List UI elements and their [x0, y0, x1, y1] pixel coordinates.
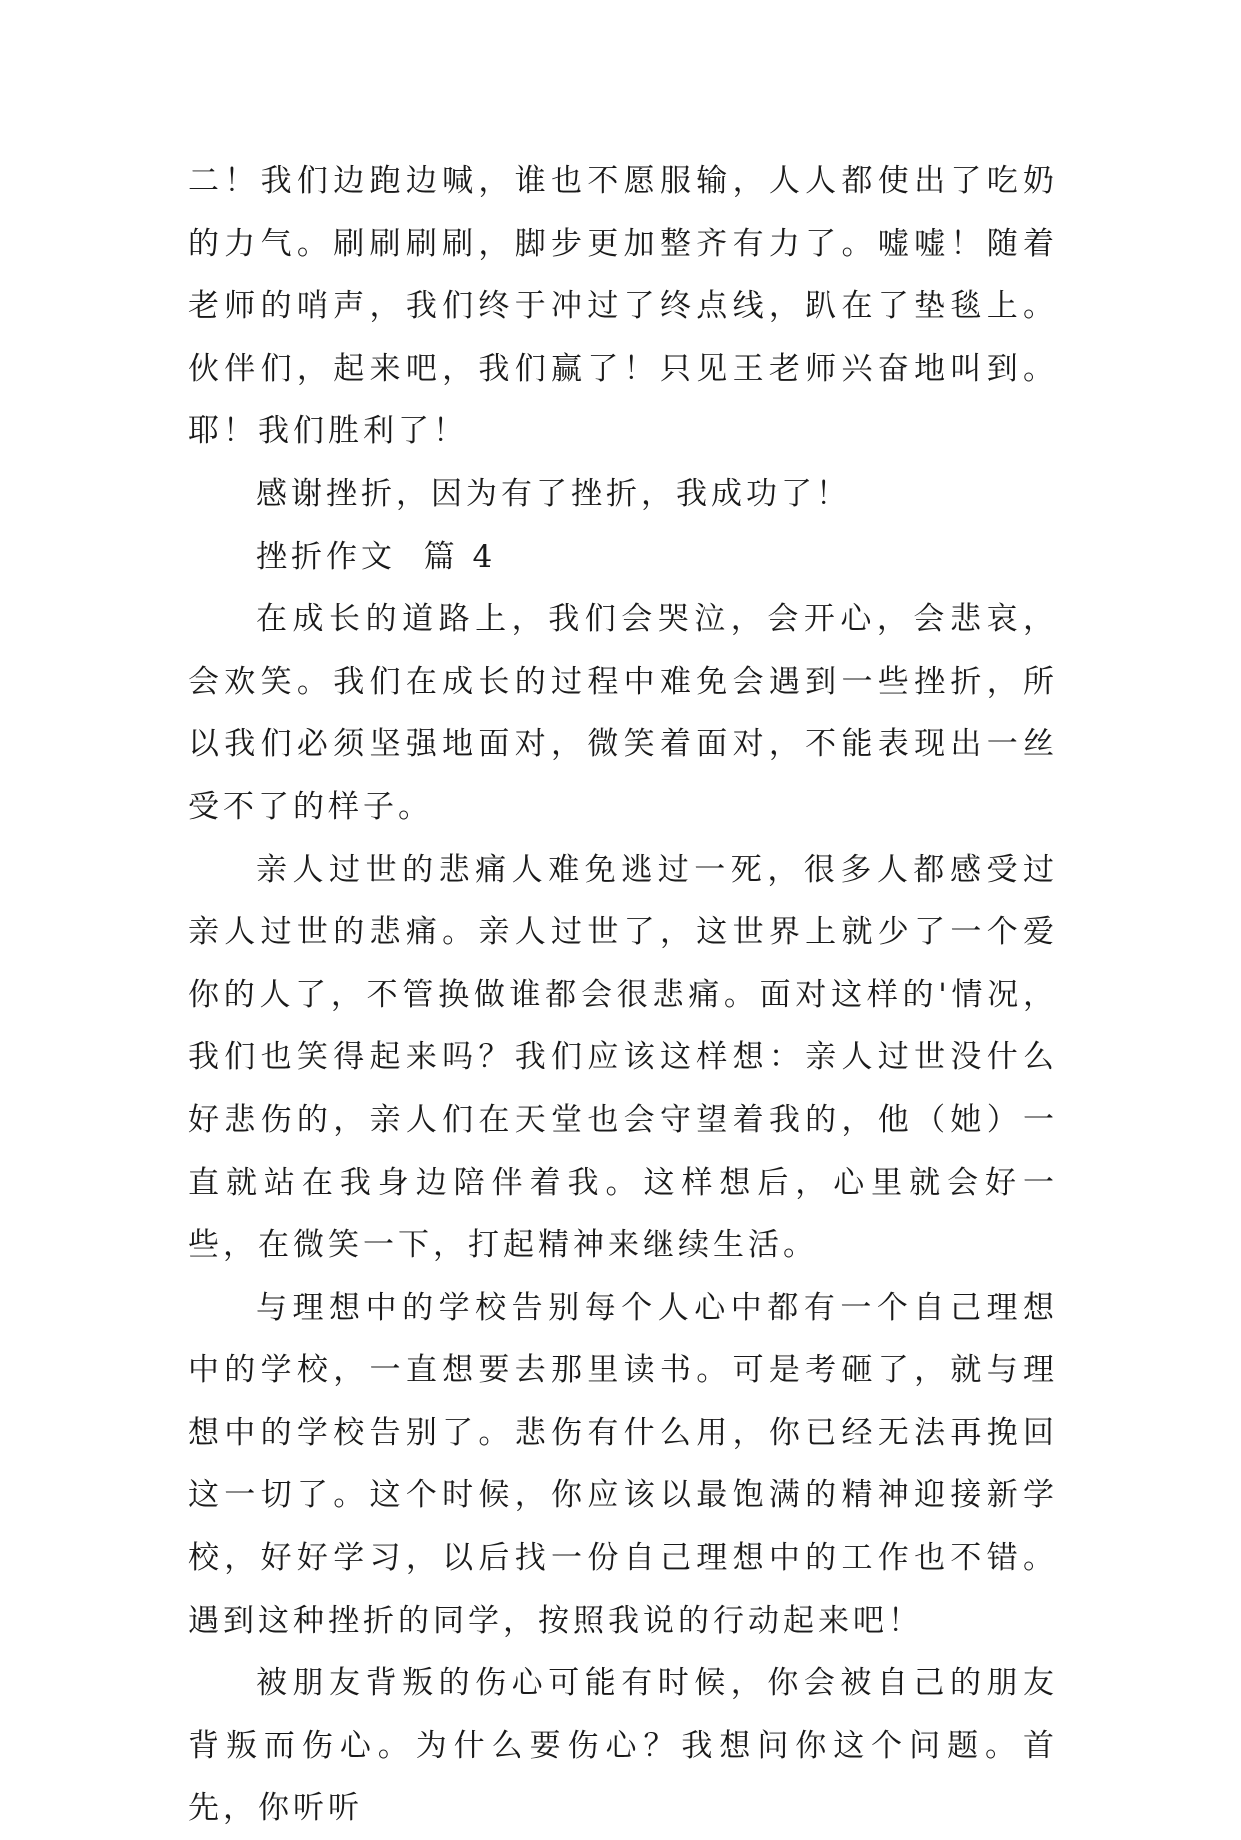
paragraph: 二！我们边跑边喊，谁也不愿服输，人人都使出了吃奶的力气。刷刷刷刷，脚步更加整齐有力了。嘘嘘！随着老师的哨声，我们终于冲过了终点线，趴在了垫毯上。伙伴们，起来吧，我们赢了！只见王老师兴奋地叫到。耶！我们胜利了！	[188, 163, 1058, 450]
section-heading: 挫折作文 篇 4	[256, 538, 497, 575]
paragraph: 被朋友背叛的伤心可能有时候，你会被自己的朋友背叛而伤心。为什么要伤心？我想问你这个问题。首先，你听听	[188, 1665, 1058, 1827]
paragraph: 感谢挫折，因为有了挫折，我成功了！	[256, 475, 851, 512]
paragraph: 亲人过世的悲痛人难免逃过一死，很多人都感受过亲人过世的悲痛。亲人过世了，这世界上就少了一个爱你的人了，不管换做谁都会很悲痛。面对这样的'情况，我们也笑得起来吗？我们应该这样想：亲人过世没什么好悲伤的，亲人们在天堂也会守望着我的，他（她）一直就站在我身边陪伴着我。这样想后，心里就会好一些，在微笑一下，打起精神来继续生活。	[188, 851, 1058, 1264]
paragraph: 在成长的道路上，我们会哭泣，会开心，会悲哀，会欢笑。我们在成长的过程中难免会遇到一些挫折，所以我们必须坚强地面对，微笑着面对，不能表现出一丝受不了的样子。	[188, 601, 1058, 825]
document-body	[188, 150, 1058, 1840]
paragraph: 与理想中的学校告别每个人心中都有一个自己理想中的学校，一直想要去那里读书。可是考砸了，就与理想中的学校告别了。悲伤有什么用，你已经无法再挽回这一切了。这个时候，你应该以最饱满的精神迎接新学校，好好学习，以后找一份自己理想中的工作也不错。遇到这种挫折的同学，按照我说的行动起来吧！	[188, 1289, 1058, 1639]
